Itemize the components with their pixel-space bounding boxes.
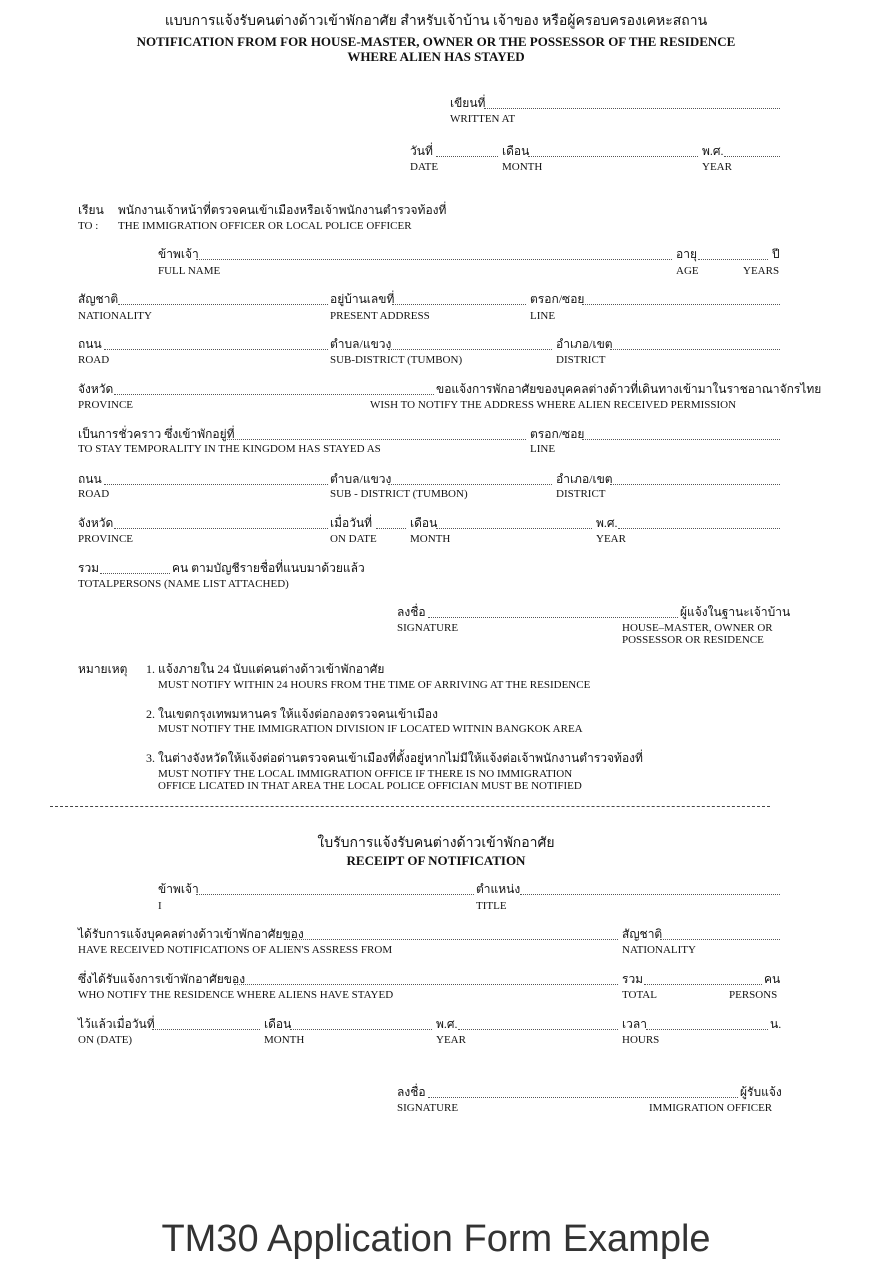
month2-label-th: เดือน — [410, 516, 438, 530]
note-1-en: MUST NOTIFY WITHIN 24 HOURS FROM THE TIME OF ARRIVING AT THE RESIDENCE — [158, 679, 591, 691]
signature-role-en-1: HOUSE–MASTER, OWNER OR — [622, 622, 773, 634]
receipt-month-field[interactable] — [290, 1029, 432, 1030]
road-field[interactable] — [104, 349, 328, 350]
receipt-on-date-label-th: ไว้แล้วเมื่อวันที่ — [78, 1017, 155, 1031]
receipt-title-label-th: ตำแหน่ง — [476, 882, 521, 896]
receipt-title-field[interactable] — [520, 894, 780, 895]
receipt-persons-label-th: คน — [764, 972, 781, 986]
note-2-en: MUST NOTIFY THE IMMIGRATION DIVISION IF LOCATED WITNIN BANGKOK AREA — [158, 723, 583, 735]
subdistrict-label-en: SUB-DISTRICT (TUMBON) — [330, 354, 463, 366]
receipt-year-label-en: YEAR — [436, 1034, 466, 1046]
receipt-nationality-field[interactable] — [660, 939, 780, 940]
age-label-en: AGE — [676, 265, 699, 277]
year2-label-th: พ.ศ. — [596, 516, 618, 530]
receipt-officer-name-field[interactable] — [196, 894, 474, 895]
receipt-nationality-label-th: สัญชาติ — [622, 927, 663, 941]
district2-label-th: อำเภอ/เขต — [556, 472, 613, 486]
fullname-label-th: ข้าพเจ้า — [158, 247, 199, 261]
receipt-officer-label-en: IMMIGRATION OFFICER — [649, 1102, 773, 1114]
nationality-label-en: NATIONALITY — [78, 310, 152, 322]
receipt-total-field[interactable] — [644, 984, 762, 985]
province-field[interactable] — [114, 394, 434, 395]
receipt-persons-label-en: PERSONS — [729, 989, 778, 1001]
month2-label-en: MONTH — [410, 533, 451, 545]
subdistrict2-label-th: ตำบล/แขวง — [330, 472, 392, 486]
date-year-field[interactable] — [724, 156, 780, 157]
address-label-th: อยู่บ้านเลขที่ — [330, 292, 395, 306]
cut-line-divider — [50, 806, 770, 807]
road-label-en: ROAD — [78, 354, 110, 366]
note-1-th: 1. แจ้งภายใน 24 นับแต่คนต่างด้าวเข้าพักอาศัย — [146, 662, 385, 676]
form-title-english-2: WHERE ALIEN HAS STAYED — [347, 49, 525, 64]
note-3-th: 3. ในต่างจังหวัดให้แจ้งต่อด่านตรวจคนเข้าเมืองที่ตั้งอยู่หากไม่มีให้แจ้งต่อเจ้าพนักงานตำรวจท้องที่ — [146, 751, 643, 765]
date-year-label-en: YEAR — [702, 161, 732, 173]
temp-stay-label-th: เป็นการชั่วคราว ซึ่งเข้าพักอยู่ที่ — [78, 427, 235, 441]
date-day-label-th: วันที่ — [410, 144, 433, 158]
signature-role-en-2: POSSESSOR OR RESIDENCE — [622, 634, 764, 646]
notes-label: หมายเหตุ — [78, 662, 128, 676]
written-at-label-th: เขียนที่ — [450, 96, 486, 110]
form-title-english-1: NOTIFICATION FROM FOR HOUSE-MASTER, OWNER OR THE POSSESSOR OF THE RESIDENCE — [136, 34, 736, 49]
receipt-title-en: RECEIPT OF NOTIFICATION — [346, 853, 526, 868]
province2-field[interactable] — [114, 528, 328, 529]
years-label-th: ปี — [772, 247, 780, 261]
temp-stay-label-en: TO STAY TEMPORALITY IN THE KINGDOM HAS STAYED AS — [78, 443, 381, 455]
receipt-signature-label-th: ลงชื่อ — [397, 1085, 426, 1099]
note-3-en-line2: OFFICE LICATED IN THAT AREA THE LOCAL POLICE OFFICIAN MUST BE NOTIFIED — [158, 780, 582, 792]
receipt-i-label-en: I — [158, 900, 162, 912]
district-label-en: DISTRICT — [556, 354, 606, 366]
subdistrict2-label-en: SUB - DISTRICT (TUMBON) — [330, 488, 468, 500]
written-at-field[interactable] — [484, 108, 780, 109]
note-3-en: MUST NOTIFY THE LOCAL IMMIGRATION OFFICE IF THERE IS NO IMMIGRATION — [158, 768, 573, 780]
date-month-field[interactable] — [528, 156, 698, 157]
date-year-label-th: พ.ศ. — [702, 144, 724, 158]
temp-stay-field[interactable] — [222, 439, 526, 440]
receipt-title-label-en: TITLE — [476, 900, 507, 912]
receipt-title-th: ใบรับการแจ้งรับคนต่างด้าวเข้าพักอาศัย — [317, 836, 555, 851]
to-label-en: TO : — [78, 220, 99, 232]
date-day-field[interactable] — [436, 156, 498, 157]
line-label-th: ตรอก/ซอย — [530, 292, 585, 306]
province-label-en: PROVINCE — [78, 399, 134, 411]
month2-field[interactable] — [436, 528, 592, 529]
receipt-n-label-th: น. — [770, 1017, 782, 1031]
line-label-en: LINE — [530, 310, 556, 322]
district2-field[interactable] — [610, 484, 780, 485]
on-date-label-en: ON DATE — [330, 533, 377, 545]
receipt-day-field[interactable] — [152, 1029, 260, 1030]
district-field[interactable] — [610, 349, 780, 350]
road-label-th: ถนน — [78, 337, 102, 351]
signature-field[interactable] — [428, 617, 678, 618]
form-title-thai: แบบการแจ้งรับคนต่างด้าวเข้าพักอาศัย สำหรับเจ้าบ้าน เจ้าของ หรือผู้ครอบครองเคหะสถาน — [164, 14, 708, 29]
province2-label-en: PROVINCE — [78, 533, 134, 545]
road2-field[interactable] — [104, 484, 328, 485]
to-text-th: พนักงานเจ้าหน้าที่ตรวจคนเข้าเมืองหรือเจ้าพนักงานตำรวจท้องที่ — [118, 203, 447, 217]
year2-label-en: YEAR — [596, 533, 626, 545]
wish-notify-en: WISH TO NOTIFY THE ADDRESS WHERE ALIEN RECEIVED PERMISSION — [370, 399, 737, 411]
receipt-received-label-th: ได้รับการแจ้งบุคคลต่างด้าวเข้าพักอาศัยของ — [78, 927, 304, 941]
signature-label-th: ลงชื่อ — [397, 605, 426, 619]
receipt-month-label-en: MONTH — [264, 1034, 305, 1046]
note-2-th: 2. ในเขตกรุงเทพมหานคร ให้แจ้งต่อกองตรวจคนเข้าเมือง — [146, 707, 438, 721]
signature-role-th: ผู้แจ้งในฐานะเจ้าบ้าน — [680, 605, 791, 619]
receipt-received-field[interactable] — [284, 939, 618, 940]
receipt-who-field[interactable] — [234, 984, 618, 985]
province-label-th: จังหวัด — [78, 382, 114, 396]
total-suffix-th: คน ตามบัญชีรายชื่อที่แนบมาด้วยแล้ว — [172, 561, 365, 575]
to-label-th: เรียน — [78, 203, 104, 217]
image-caption: TM30 Application Form Example — [161, 1218, 711, 1260]
province2-label-th: จังหวัด — [78, 516, 114, 530]
date-month-label-th: เดือน — [502, 144, 530, 158]
age-label-th: อายุ — [676, 247, 697, 261]
date-month-label-en: MONTH — [502, 161, 543, 173]
nationality-label-th: สัญชาติ — [78, 292, 119, 306]
signature-label-en: SIGNATURE — [397, 622, 459, 634]
receipt-time-field[interactable] — [646, 1029, 768, 1030]
total-label-th: รวม — [78, 561, 100, 575]
receipt-signature-field[interactable] — [428, 1097, 738, 1098]
subdistrict2-field[interactable] — [388, 484, 552, 485]
receipt-on-date-label-en: ON (DATE) — [78, 1034, 133, 1046]
road2-label-en: ROAD — [78, 488, 110, 500]
fullname-field[interactable] — [196, 259, 672, 260]
temp-line-field[interactable] — [582, 439, 780, 440]
district2-label-en: DISTRICT — [556, 488, 606, 500]
road2-label-th: ถนน — [78, 472, 102, 486]
nationality-field[interactable] — [118, 304, 328, 305]
address-label-en: PRESENT ADDRESS — [330, 310, 430, 322]
receipt-hours-label-en: HOURS — [622, 1034, 660, 1046]
subdistrict-label-th: ตำบล/แขวง — [330, 337, 392, 351]
receipt-total-label-th: รวม — [622, 972, 644, 986]
receipt-month-label-th: เดือน — [264, 1017, 292, 1031]
written-at-label-en: WRITTEN AT — [450, 113, 516, 125]
receipt-received-label-en: HAVE RECEIVED NOTIFICATIONS OF ALIEN'S ASSRESS FROM — [78, 944, 393, 956]
age-field[interactable] — [698, 259, 768, 260]
fullname-label-en: FULL NAME — [158, 265, 221, 277]
total-label-en: TOTALPERSONS (NAME LIST ATTACHED) — [78, 578, 289, 590]
receipt-time-label-th: เวลา — [622, 1017, 647, 1031]
district-label-th: อำเภอ/เขต — [556, 337, 613, 351]
receipt-total-label-en: TOTAL — [622, 989, 657, 1001]
temp-line-label-th: ตรอก/ซอย — [530, 427, 585, 441]
total-persons-field[interactable] — [100, 573, 170, 574]
temp-line-label-en: LINE — [530, 443, 556, 455]
years-label-en: YEARS — [743, 265, 780, 277]
on-date-label-th: เมื่อวันที่ — [330, 516, 373, 530]
receipt-year-field[interactable] — [458, 1029, 618, 1030]
receipt-signature-label-en: SIGNATURE — [397, 1102, 459, 1114]
receipt-who-label-en: WHO NOTIFY THE RESIDENCE WHERE ALIENS HAVE STAYED — [78, 989, 394, 1001]
receipt-who-label-th: ซึ่งได้รับแจ้งการเข้าพักอาศัยของ — [78, 972, 246, 986]
year2-field[interactable] — [618, 528, 780, 529]
receipt-year-label-th: พ.ศ. — [436, 1017, 458, 1031]
receipt-nationality-label-en: NATIONALITY — [622, 944, 696, 956]
receipt-officer-label-th: ผู้รับแจ้ง — [740, 1085, 782, 1099]
on-date-field[interactable] — [376, 528, 406, 529]
to-text-en: THE IMMIGRATION OFFICER OR LOCAL POLICE OFFICER — [118, 220, 412, 232]
receipt-i-label-th: ข้าพเจ้า — [158, 882, 199, 896]
date-day-label-en: DATE — [410, 161, 439, 173]
wish-notify-th: ขอแจ้งการพักอาศัยของบุคคลต่างด้าวที่เดินทางเข้ามาในราชอาณาจักรไทย — [436, 382, 822, 396]
line-field[interactable] — [582, 304, 780, 305]
address-field[interactable] — [392, 304, 526, 305]
subdistrict-field[interactable] — [388, 349, 552, 350]
